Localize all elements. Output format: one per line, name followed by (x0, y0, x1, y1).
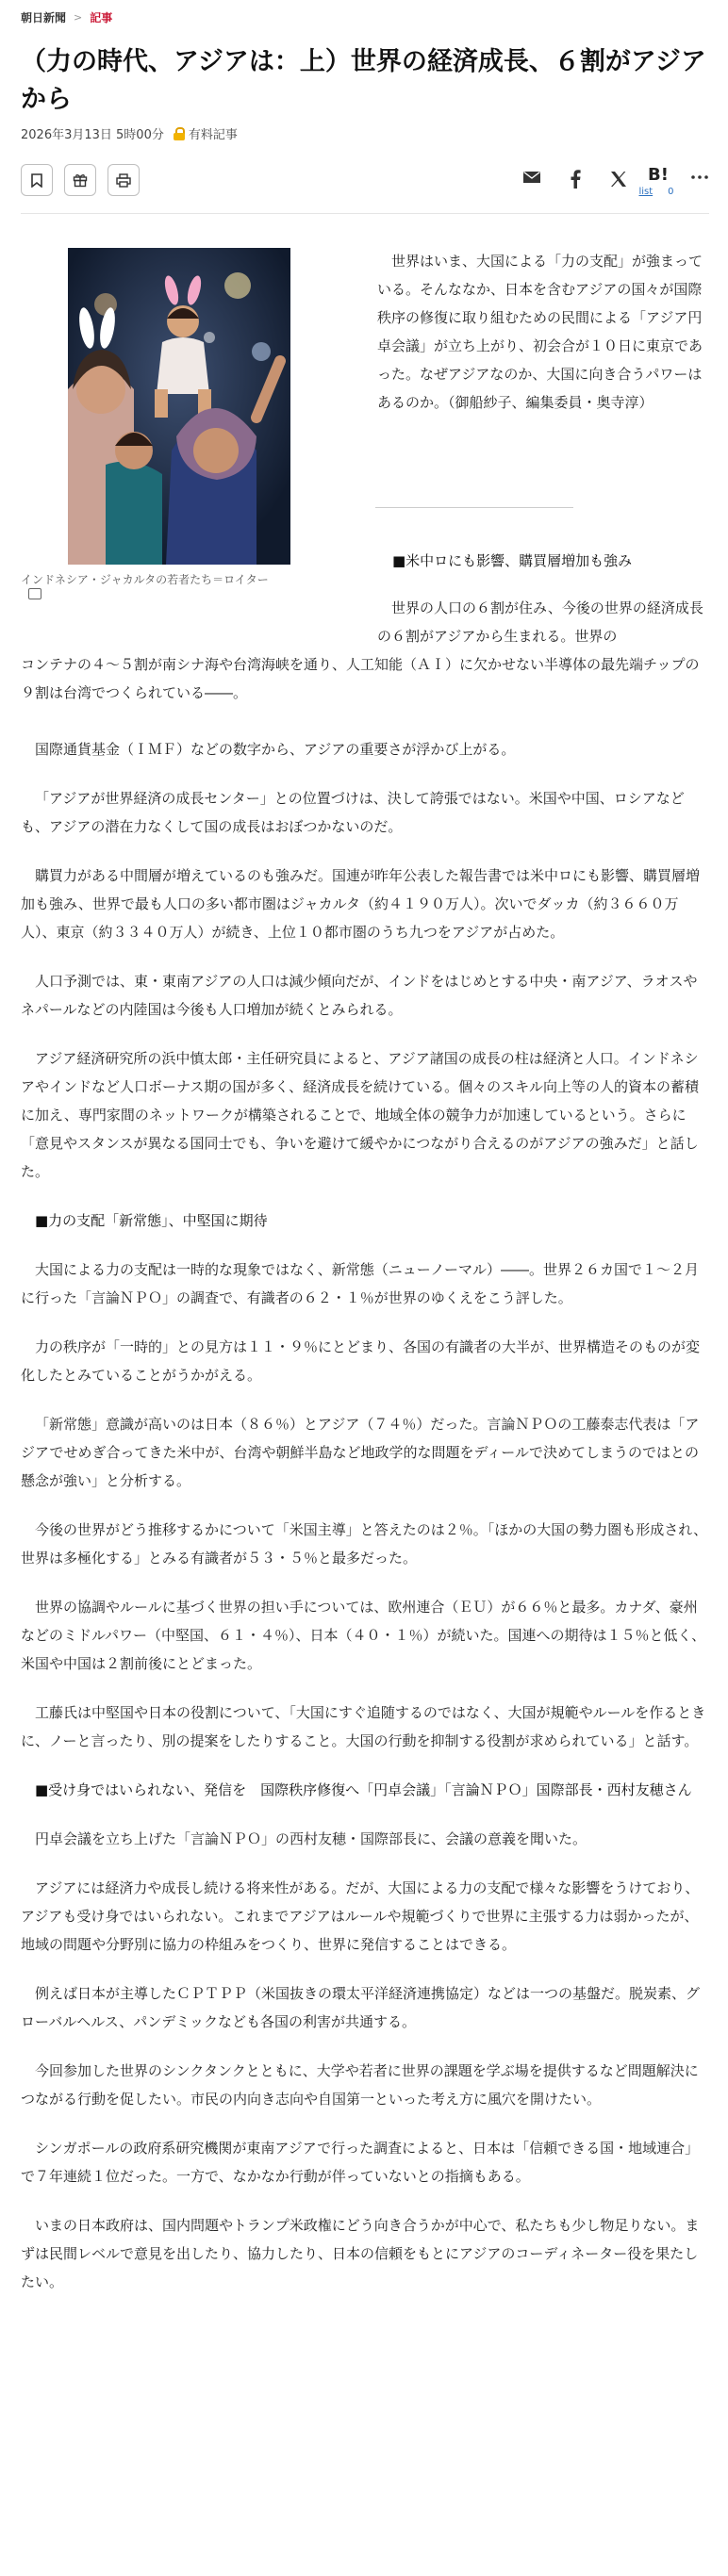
body-paragraph: 世界の協調やルールに基づく世界の担い手については、欧州連合（ＥＵ）が６６％と最多。カナダ、豪州などのミドルパワー（中堅国、６１・４％）、日本（４０・１％）が続いた。国連への期待は１５％と低く、米国や中国は２割前後にとどまった。 (21, 1599, 706, 1672)
bookmark-icon (31, 173, 42, 188)
lock-icon (174, 127, 185, 140)
breadcrumb-separator: > (74, 11, 83, 24)
premium-label: 有料記事 (188, 128, 238, 142)
print-button[interactable] (108, 164, 140, 196)
article-date: 2026年3月13日 5時00分 (21, 128, 164, 142)
body-paragraph: 「新常態」意識が高いのは日本（８６％）とアジア（７４％）だった。言論ＮＰＯの工藤泰志代表は「アジアでせめぎ合ってきた米中が、台湾や朝鮮半島など地政学的な問題をディールで決めてしまうのではとの懸念が強い」と分析する。 (21, 1416, 700, 1489)
body-paragraph: 人口予測では、東・東南アジアの人口は減少傾向だが、インドをはじめとする中央・南アジア、ラオスやネパールなどの内陸国は今後も人口増加が続くとみられる。 (21, 973, 698, 1018)
article-photo[interactable] (68, 248, 290, 565)
body-paragraph: アジア経済研究所の浜中慎太郎・主任研究員によると、アジア諸国の成長の柱は経済と人口。インドネシアやインドなど人口ボーナス期の国が多く、経済成長を続けている。個々のスキル向上等の人的資本の蓄積に加え、専門家間のネットワークが構築されることで、地域全体の競争力が加速しているという。さらに「意見やスタンスが異なる国同士でも、争いを避けて緩やかにつながり合えるのがアジアの強みだ」と話した。 (21, 1050, 699, 1180)
breadcrumb-site-link[interactable]: 朝日新聞 (21, 11, 67, 25)
body-paragraph: 今後の世界がどう推移するかについて「米国主導」と答えたのは２％。「ほかの大国の勢力圏も形成され、世界は多極化する」とみる有識者が５３・５％と最多だった。 (21, 1521, 708, 1567)
body-paragraph: 力の秩序が「一時的」との見方は１１・９％にとどまり、各国の有識者の大半が、世界構造そのものが変化したとみていることがうかがえる。 (21, 1338, 701, 1384)
body-paragraph: アジアには経済力や成長し続ける将来性がある。だが、大国による力の支配で様々な影響をうけており、アジアも受け身ではいられない。これまでアジアはルールや規範づくりで世界に主張する力は弱かったが、地域の問題や分野別に協力の枠組みをつくり、世界に発信することはできる。 (21, 1879, 700, 1953)
article-title: （力の時代、アジアは：上）世界の経済成長、６割がアジアから (21, 47, 706, 114)
body-paragraph-1a: 世界の人口の６割が住み、今後の世界の経済成長の６割がアジアから生まれる。世界の (377, 599, 703, 645)
article-body (21, 735, 711, 2317)
body-paragraph: 購買力がある中間層が増えているのも強みだ。国連が昨年公表した報告書では米中ロにも影響、購買層増加も強み、世界で最も人口の多い都市圏はジャカルタ（約４１９０万人）。次いでダッカ（約３６６０万人）、東京（約３３４０万人）が続き、上位１０都市圏のうち九つをアジアが占めた。 (21, 867, 701, 941)
more-options-button[interactable] (687, 170, 713, 185)
body-paragraph: 国際通貨基金（ＩＭＦ）などの数字から、アジアの重要さが浮かび上がる。 (35, 741, 516, 758)
section-heading-1: ■米中ロにも影響、購買層増加も強み (392, 552, 633, 569)
breadcrumb (21, 9, 112, 25)
article-lead: 世界はいま、大国による「力の支配」が強まっている。そんななか、日本を含むアジアの国々が国際秩序の修復に取り組むための民間による「アジア円卓会議」が立ち上がり、初会合が１０日に東京であった。なぜアジアなのか、大国に向き合うパワーはあるのか。（御船紗子、編集委員・奥寺淳） (377, 253, 703, 411)
mail-share-button[interactable] (519, 170, 545, 185)
photo-caption: インドネシア・ジャカルタの若者たち＝ロイター (21, 573, 269, 586)
section-heading-3: ■受け身ではいられない、発信を 国際秩序修復へ「円卓会議」「言論ＮＰＯ」国際部長・西村友穂さん (35, 1781, 692, 1798)
body-paragraph-1b: コンテナの４～５割が南シナ海や台湾海峡を通り、人工知能（ＡＩ）に欠かせない半導体の最先端チップの９割は台湾でつくられている――。 (21, 656, 700, 701)
gift-button[interactable] (64, 164, 96, 196)
hatena-count[interactable]: 0 (668, 187, 674, 197)
hatena-bookmark-icon (648, 164, 672, 185)
body-paragraph: 例えば日本が主導したＣＰＴＰＰ（米国抜きの環太平洋経済連携協定）などは一つの基盤だ。脱炭素、グローバルヘルス、パンデミックなども各国の利害が共通する。 (21, 1985, 701, 2030)
x-icon (609, 170, 628, 189)
body-paragraph: 円卓会議を立ち上げた「言論ＮＰＯ」の西村友穂・国際部長に、会議の意義を聞いた。 (35, 1830, 587, 1847)
section-heading-2: ■力の支配「新常態」、中堅国に期待 (35, 1212, 268, 1229)
toolbar-divider (21, 213, 709, 214)
photo-illustration (68, 248, 290, 565)
gift-icon (73, 172, 88, 188)
facebook-icon (570, 170, 581, 189)
body-paragraph: 「アジアが世界経済の成長センター」との位置づけは、決して誇張ではない。米国や中国、ロシアなども、アジアの潜在力なくして国の成長はおぼつかないのだ。 (21, 790, 685, 835)
article-toolbar (21, 164, 709, 204)
body-paragraph: いまの日本政府は、国内問題やトランプ米政権にどう向き合うかが中心で、私たちも少し物足りない。まずは民間レベルで意見を出したり、協力したり、日本の信頼をもとにアジアのコーディネーター役を果たしたい。 (21, 2217, 700, 2290)
body-paragraph: 今回参加した世界のシンクタンクとともに、大学や若者に世界の課題を学ぶ場を提供するなど問題解決につながる行動を促したい。市民の内向き志向や自国第一といった考え方に風穴を開けたい。 (21, 2062, 699, 2108)
facebook-share-button[interactable] (562, 170, 588, 189)
svg-text:B!: B! (648, 165, 669, 185)
more-icon (690, 170, 709, 185)
hatena-bookmark-button[interactable] (638, 164, 674, 197)
body-paragraph: シンガポールの政府系研究機関が東南アジアで行った調査によると、日本は「信頼できる国・地域連合」で７年連続１位だった。一方で、なかなか行動が伴っていないとの指摘もある。 (21, 2140, 700, 2185)
mail-icon (522, 170, 541, 185)
hatena-list-link[interactable]: list (638, 187, 654, 197)
lead-divider (375, 507, 573, 508)
breadcrumb-category-link[interactable]: 記事 (90, 11, 113, 25)
body-paragraph: 大国による力の支配は一時的な現象ではなく、新常態（ニューノーマル）――。世界２６カ国で１～２月に行った「言論ＮＰＯ」の調査で、有識者の６２・１％が世界のゆくえをこう評した。 (21, 1261, 699, 1306)
article-meta (21, 124, 238, 142)
gallery-icon[interactable] (28, 588, 41, 599)
print-icon (116, 173, 131, 188)
premium-badge (174, 124, 238, 142)
body-paragraph: 工藤氏は中堅国や日本の役割について、「大国にすぐ追随するのではなく、大国が規範やルールを作るときに、ノーと言ったり、別の提案をしたりすること。大国の行動を抑制する役割が求められている」と話す。 (21, 1704, 706, 1749)
bookmark-button[interactable] (21, 164, 53, 196)
